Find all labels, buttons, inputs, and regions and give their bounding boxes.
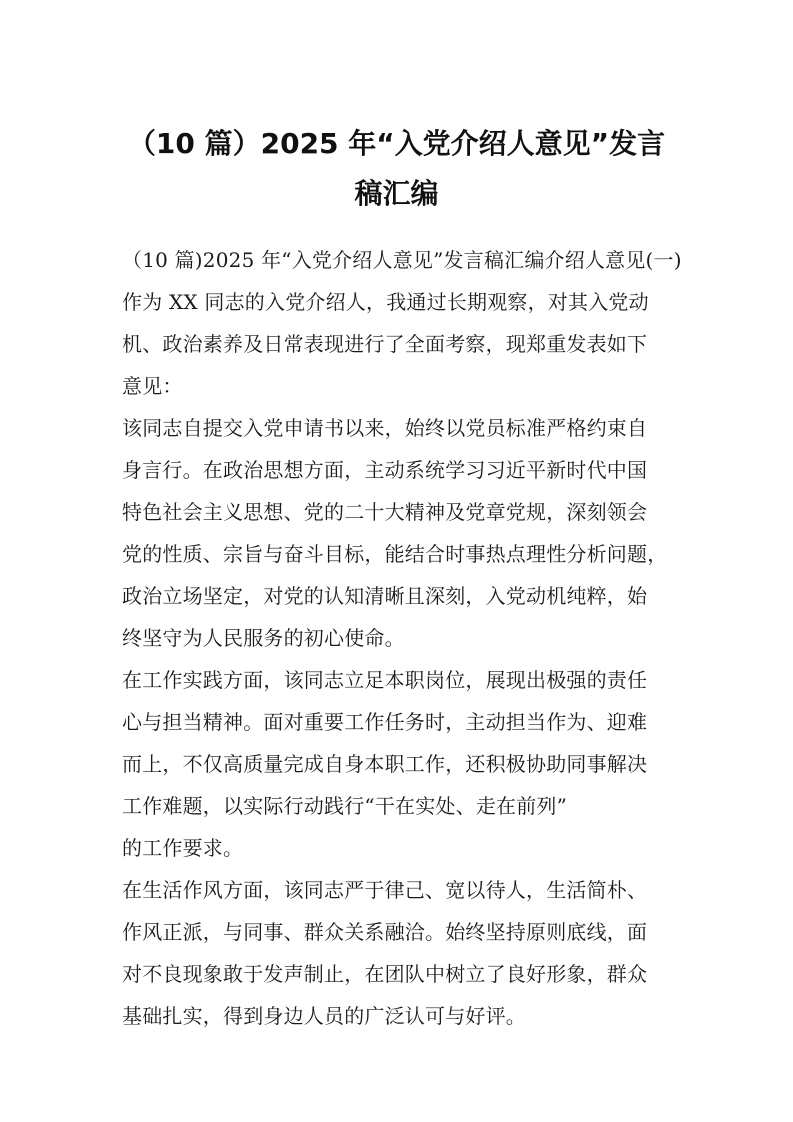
body-line: 意见：: [122, 374, 183, 398]
body-line: 身言行。在政治思想方面，主动系统学习习近平新时代中国: [122, 458, 648, 482]
body-line: 机、政治素养及日常表现进行了全面考察，现郑重发表如下: [122, 332, 648, 356]
body-line: 对不良现象敢于发声制止，在团队中树立了良好形象，群众: [122, 962, 648, 986]
body-line: 工作难题，以实际行动践行“干在实处、走在前列”: [122, 794, 568, 818]
body-line: 在生活作风方面，该同志严于律己、宽以待人，生活简朴、: [122, 878, 648, 902]
body-line: 政治立场坚定，对党的认知清晰且深刻，入党动机纯粹，始: [122, 584, 648, 608]
body-line: 终坚守为人民服务的初心使命。: [122, 626, 405, 650]
body-line: 作风正派，与同事、群众关系融洽。始终坚持原则底线，面: [122, 920, 648, 944]
body-line: 特色社会主义思想、党的二十大精神及党章党规，深刻领会: [122, 500, 648, 524]
document-title-line-1: （10 篇）2025 年“入党介绍人意见”发言: [127, 127, 666, 160]
body-line: 的工作要求。: [122, 836, 244, 860]
body-line: 该同志自提交入党申请书以来，始终以党员标准严格约束自: [122, 416, 648, 440]
body-line: 党的性质、宗旨与奋斗目标，能结合时事热点理性分析问题，: [122, 542, 668, 566]
body-line: 在工作实践方面，该同志立足本职岗位，展现出极强的责任: [122, 668, 648, 692]
body-line: 作为 XX 同志的入党介绍人，我通过长期观察，对其入党动: [122, 290, 649, 314]
body-line: 基础扎实，得到身边人员的广泛认可与好评。: [122, 1004, 526, 1028]
body-line: 心与担当精神。面对重要工作任务时，主动担当作为、迎难: [122, 710, 648, 734]
body-line: 而上，不仅高质量完成自身本职工作，还积极协助同事解决: [122, 752, 648, 776]
body-line: （10 篇)2025 年“入党介绍人意见”发言稿汇编介绍人意见(一): [122, 248, 682, 272]
document-title-line-2: 稿汇编: [354, 177, 439, 210]
